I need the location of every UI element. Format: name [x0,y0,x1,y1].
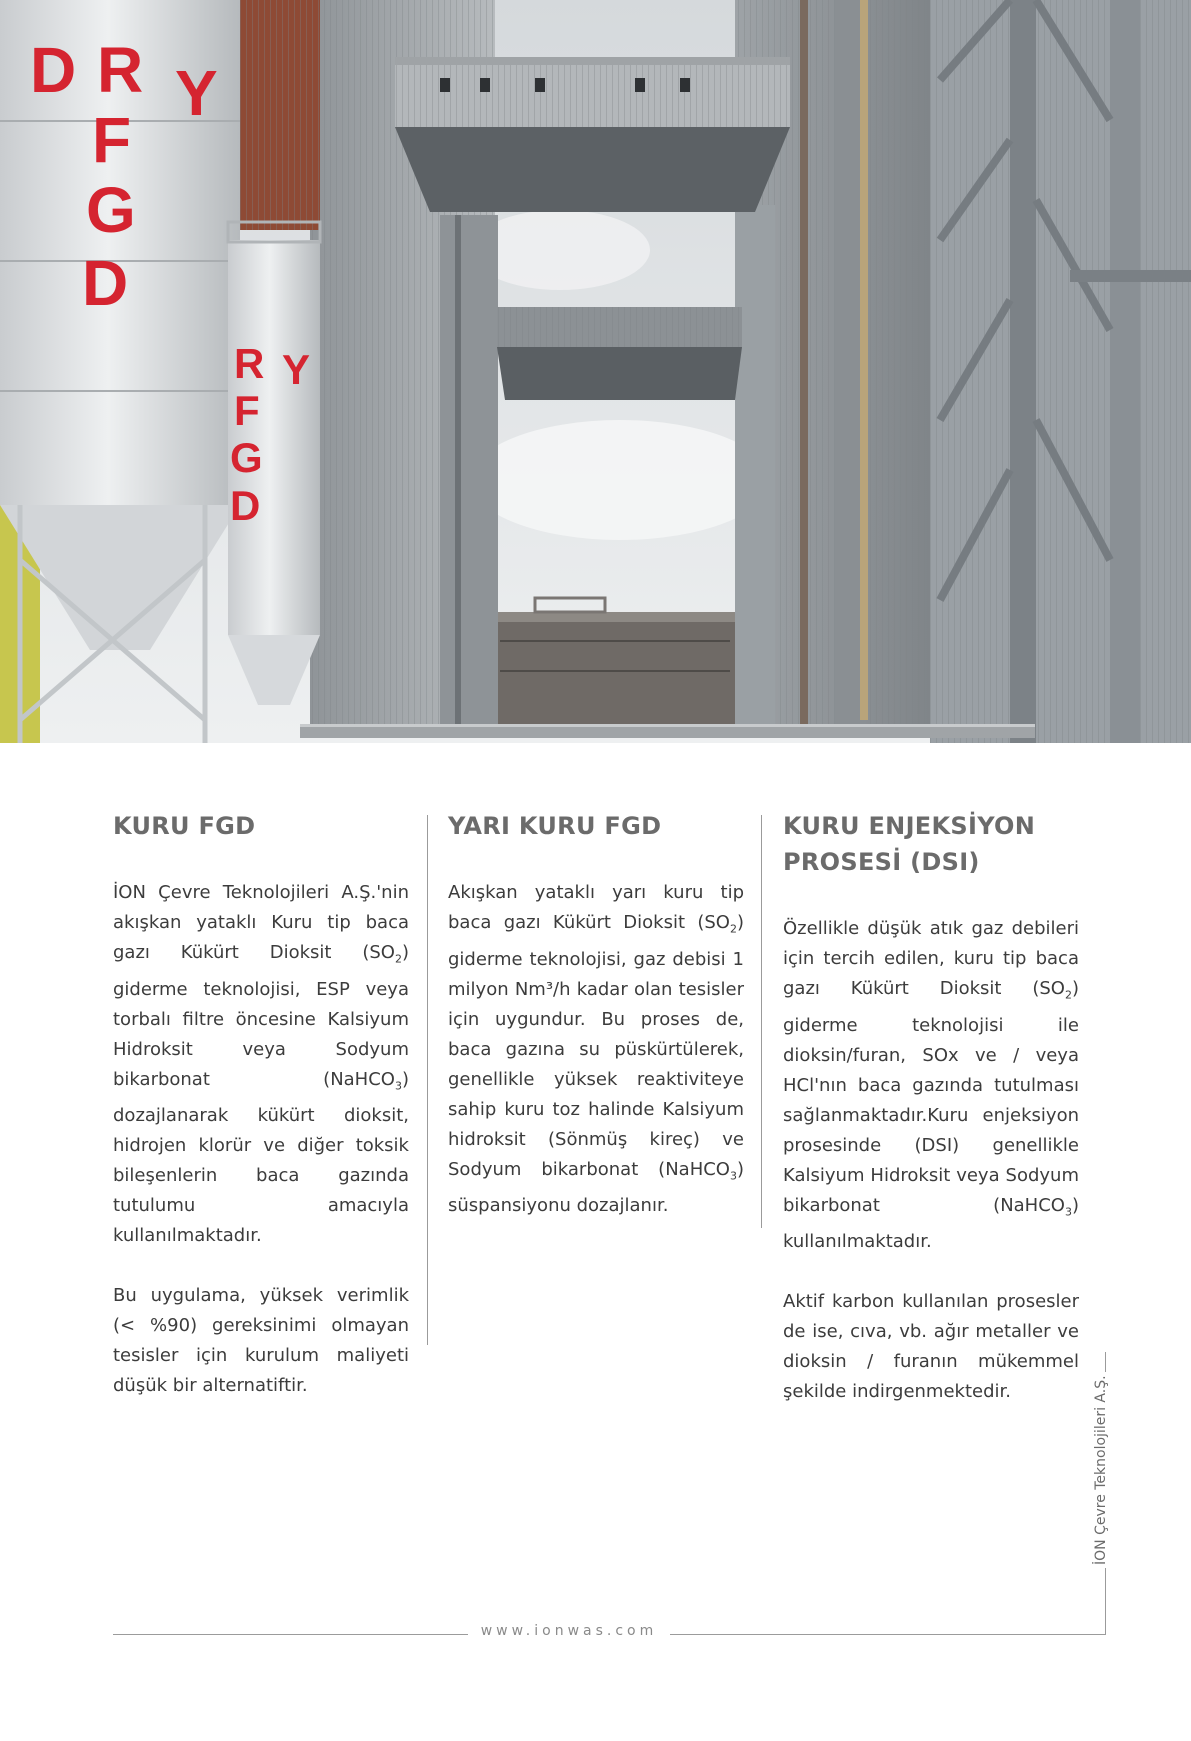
section-paragraph: Akışkan yataklı yarı kuru tip baca gazı Kükürt Dioksit $(SO_2)$ giderme teknolojisi, gaz debisi 1 milyon Nm³/h kadar olan tesisler için uygundur. Bu proses de, baca gazına su püskürtülerek, genellikle yüksek reaktiviteye sahip kuru toz halinde Kalsiyum hidroksit (Sönmüş kireç) ve Sodyum bikarbonat (NaHCO$_3$) süspansiyonu dozajlanır. [448,882,744,1217]
section-title: YARI KURU FGD [448,812,662,840]
silo-letter: G [230,434,263,481]
silo-letter: Y [175,57,218,129]
section-title: KURU FGD [113,812,256,840]
column-kuru-fgd [113,808,409,1431]
silo-letter: F [92,104,132,176]
column-divider [427,815,428,1345]
silo-letter: D [230,482,261,529]
side-rule-bottom [1105,1568,1106,1635]
side-rule-top [1105,1352,1106,1372]
silo-letter: D [30,34,77,106]
silo-letter: F [234,387,260,434]
section-title: KURU ENJEKSİYON PROSESİ (DSI) [783,812,1036,876]
silo-letter: D [82,247,129,319]
silo-letter: R [234,340,265,387]
silo-letter: Y [282,346,311,393]
section-paragraph: Aktif karbon kullanılan prosesler de ise, cıva, vb. ağır metaller ve dioksin / furanın mükemmel şekilde indirgenmektedir. [783,1291,1079,1403]
column-divider [761,815,762,1228]
side-company-name: İON Çevre Teknolojileri A.Ş. [1093,1375,1109,1565]
section-paragraph: Bu uygulama, yüksek verimlik (< %90) gereksinimi olmayan tesisler için kurulum maliyeti düşük bir alternatiftir. [113,1285,409,1397]
footer-rule-right [670,1634,1106,1635]
footer-url: www.ionwas.com [480,1623,658,1639]
footer-rule-left [113,1634,468,1635]
column-yari-kuru-fgd [448,808,744,1251]
plant-photo [0,0,1191,743]
section-paragraph: Özellikle düşük atık gaz debileri için tercih edilen, kuru tip baca gazı Kükürt Dioksit $(SO_2)$ giderme teknolojisi ile dioksin/furan, SOx ve / veya HCl'nın baca gazında tutulması sağlanmaktadır.Kuru enjeksiyon prosesinde (DSI) genellikle Kalsiyum Hidroksit veya Sodyum bikarbonat (NaHCO$_3$) kullanılmaktadır. [783,918,1079,1253]
silo-letter: G [86,174,136,246]
column-kuru-enjeksiyon [783,808,1079,1437]
silo-letter: R [97,34,144,106]
section-paragraph: İON Çevre Teknolojileri A.Ş.'nin akışkan yataklı Kuru tip baca gazı Kükürt Dioksit $(SO_2)$ giderme teknolojisi, ESP veya torbalı filtre öncesine Kalsiyum Hidroksit veya Sodyum bikarbonat (NaHCO$_3$) dozajlanarak kükürt dioksit, hidrojen klorür ve diğer toksik bileşenlerin baca gazında tutulumu amacıyla kullanılmaktadır. [113,882,409,1247]
